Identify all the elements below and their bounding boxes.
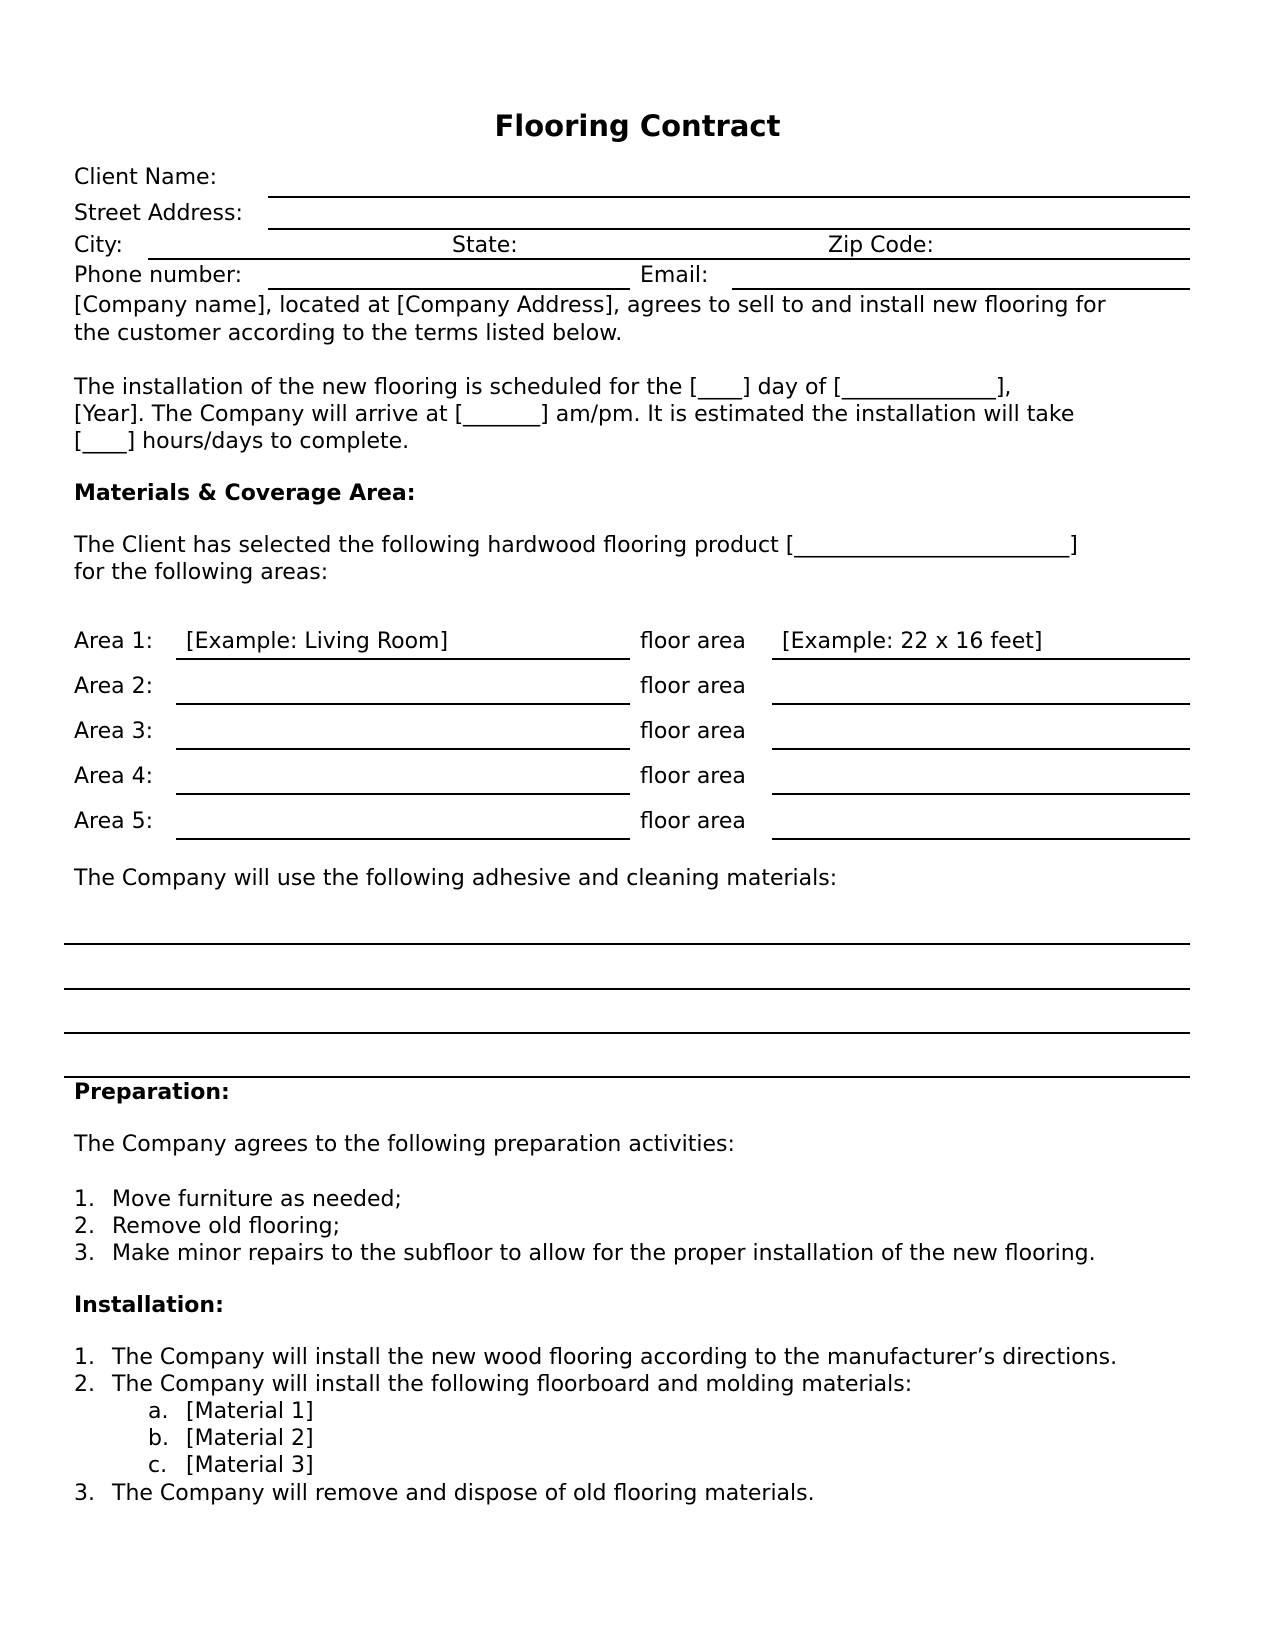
schedule-line-1: The installation of the new flooring is scheduled for the [____] day of [______________], [74, 375, 1012, 400]
materials-heading: Materials & Coverage Area: [74, 481, 416, 506]
area-label: Area 2: [74, 674, 154, 699]
preparation-intro: The Company agrees to the following preparation activities: [74, 1132, 735, 1157]
floor-area-field[interactable] [772, 748, 1190, 750]
street-address-field[interactable] [268, 228, 1190, 230]
list-item-number: 2. [74, 1214, 95, 1239]
floor-area-field[interactable] [772, 793, 1190, 795]
area-name-value: [Example: Living Room] [186, 629, 449, 654]
list-item-number: 3. [74, 1481, 95, 1506]
list-item-text: Make minor repairs to the subfloor to allow for the proper installation of the new flooring. [112, 1241, 1096, 1266]
adhesive-line-1[interactable] [64, 943, 1190, 945]
area-label: Area 4: [74, 764, 154, 789]
floor-area-label: floor area [640, 629, 746, 654]
document-title: Flooring Contract [494, 109, 781, 143]
area-label: Area 3: [74, 719, 154, 744]
intro-line-2: the customer according to the terms listed below. [74, 321, 623, 346]
floor-area-label: floor area [640, 674, 746, 699]
adhesive-line-4[interactable] [64, 1076, 1190, 1078]
floor-area-value: [Example: 22 x 16 feet] [782, 629, 1043, 654]
floor-area-field[interactable] [772, 703, 1190, 705]
adhesive-text: The Company will use the following adhesive and cleaning materials: [74, 866, 838, 891]
sub-list-text: [Material 3] [186, 1453, 314, 1478]
street-address-label: Street Address: [74, 201, 243, 226]
materials-line-2: for the following areas: [74, 560, 329, 585]
email-label: Email: [640, 263, 709, 288]
email-field[interactable] [732, 288, 1190, 290]
area-name-field[interactable] [176, 658, 630, 660]
schedule-line-3: [____] hours/days to complete. [74, 429, 410, 454]
floor-area-field[interactable] [772, 838, 1190, 840]
sub-list-letter: b. [148, 1426, 169, 1451]
floor-area-label: floor area [640, 719, 746, 744]
client-name-label: Client Name: [74, 165, 217, 190]
list-item-number: 1. [74, 1345, 95, 1370]
list-item-number: 2. [74, 1372, 95, 1397]
client-name-field[interactable] [268, 196, 1190, 198]
area-name-field[interactable] [176, 703, 630, 705]
area-name-field[interactable] [176, 748, 630, 750]
phone-number-field[interactable] [268, 288, 630, 290]
list-item-text: The Company will install the new wood flooring according to the manufacturer’s directions. [112, 1345, 1118, 1370]
sub-list-text: [Material 1] [186, 1399, 314, 1424]
list-item-number: 3. [74, 1241, 95, 1266]
installation-heading: Installation: [74, 1293, 224, 1318]
area-name-field[interactable] [176, 838, 630, 840]
city-label: City: [74, 233, 123, 258]
schedule-line-2: [Year]. The Company will arrive at [_______] am/pm. It is estimated the installation will take [74, 402, 1075, 427]
floor-area-field[interactable] [772, 658, 1190, 660]
floor-area-label: floor area [640, 764, 746, 789]
list-item-number: 1. [74, 1187, 95, 1212]
floor-area-label: floor area [640, 809, 746, 834]
intro-line-1: [Company name], located at [Company Address], agrees to sell to and install new flooring for [74, 293, 1106, 318]
adhesive-line-2[interactable] [64, 988, 1190, 990]
adhesive-line-3[interactable] [64, 1032, 1190, 1034]
state-label: State: [452, 233, 518, 258]
list-item-text: Remove old flooring; [112, 1214, 341, 1239]
area-label: Area 5: [74, 809, 154, 834]
city-state-zip-field[interactable] [148, 258, 1190, 260]
sub-list-letter: c. [148, 1453, 168, 1478]
zip-code-label: Zip Code: [828, 233, 934, 258]
preparation-heading: Preparation: [74, 1080, 230, 1105]
materials-line-1: The Client has selected the following hardwood flooring product [_________________________] [74, 533, 1078, 558]
list-item-text: Move furniture as needed; [112, 1187, 402, 1212]
sub-list-text: [Material 2] [186, 1426, 314, 1451]
area-name-field[interactable] [176, 793, 630, 795]
list-item-text: The Company will remove and dispose of old flooring materials. [112, 1481, 815, 1506]
sub-list-letter: a. [148, 1399, 169, 1424]
phone-number-label: Phone number: [74, 263, 243, 288]
list-item-text: The Company will install the following floorboard and molding materials: [112, 1372, 913, 1397]
area-label: Area 1: [74, 629, 154, 654]
